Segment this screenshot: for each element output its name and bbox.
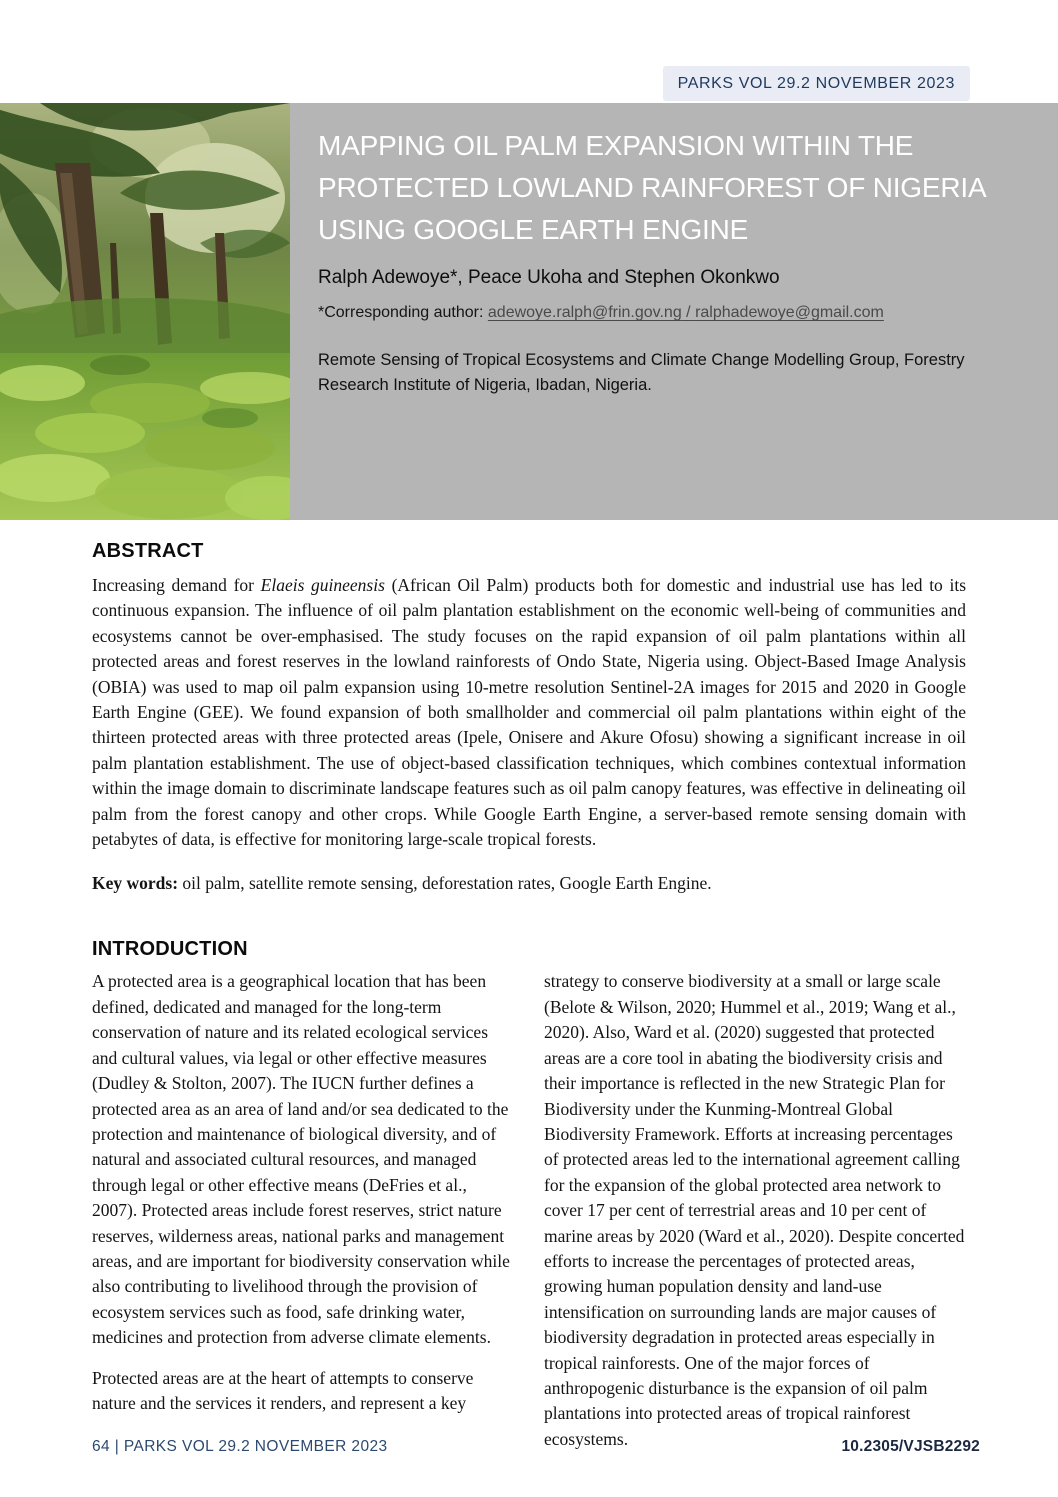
email-link-secondary[interactable]: ralphadewoye@gmail.com <box>695 304 884 321</box>
email-separator: / <box>681 304 696 321</box>
footer-page-volume: 64 | PARKS VOL 29.2 NOVEMBER 2023 <box>92 1438 388 1455</box>
species-name-italic: Elaeis guineensis <box>260 575 385 595</box>
left-column <box>92 969 514 1467</box>
footer-doi: 10.2305/VJSB2292 <box>841 1438 980 1455</box>
abstract-heading: ABSTRACT <box>92 540 204 562</box>
abstract-paragraph <box>92 573 966 852</box>
left-column-paragraph-1: A protected area is a geographical location that has been defined, dedicated and managed for the long-term conservation of nature and its related ecological services and cultural values, via legal or other effective measures (Dudley & Stolton, 2007). The IUCN further defines a protected area as an area of land and/or sea dedicated to the protection and maintenance of biological diversity, and of natural and associated cultural resources, and managed through legal or other effective means (DeFries et al., 2007). Protected areas include forest reserves, strict nature reserves, wilderness areas, national parks and management areas, and are important for biodiversity conservation while also contributing to livelihood through the provision of ecosystem services such as food, safe drinking water, medicines and protection from adverse climate elements. <box>92 971 510 1348</box>
corresponding-author-line <box>318 304 998 322</box>
abstract-text-rest: (African Oil Palm) products both for domestic and industrial use has led to its continuous expansion. The influence of oil palm plantation establishment on the economic well-being of communities and ecosystems cannot be over-emphasised. The study focuses on the rapid expansion of oil palm plantations within all protected areas and forest reserves in the lowland rainforests of Ondo State, Nigeria using. Object-Based Image Analysis (OBIA) was used to map oil palm expansion using 10-metre resolution Sentinel-2A images for 2015 and 2020 in Google Earth Engine (GEE). We found expansion of both smallholder and commercial oil palm plantations within eight of the thirteen protected areas with three protected areas (Ipele, Onisere and Akure Ofosu) showing a significant increase in oil palm plantation establishment. The use of object-based classification techniques, which combines contextual information within the image domain to discriminate landscape features such as oil palm canopy features, was effective in delineating oil palm from the forest canopy and other crops. While Google Earth Engine, a server-based remote sensing domain with petabytes of data, is effective for monitoring large-scale tropical forests. <box>92 575 966 850</box>
header-band <box>0 103 1058 520</box>
right-column <box>544 969 966 1467</box>
oil-palm-photo-graphic <box>0 103 290 520</box>
introduction-heading: INTRODUCTION <box>92 938 248 961</box>
authors-line: Ralph Adewoye*, Peace Ukoha and Stephen Okonkwo <box>318 267 780 288</box>
paper-title: MAPPING OIL PALM EXPANSION WITHIN THE PROTECTED LOWLAND RAINFOREST OF NIGERIA USING GOOGLE EARTH ENGINE <box>318 130 985 245</box>
corresponding-label: *Corresponding author: <box>318 304 488 321</box>
two-column-text <box>92 969 966 1467</box>
page-footer <box>92 1438 980 1456</box>
title-panel <box>290 103 1058 520</box>
affiliation: Remote Sensing of Tropical Ecosystems and Climate Change Modelling Group, Forestry Research Institute of Nigeria, Ibadan, Nigeria. <box>318 351 965 394</box>
main-content <box>92 540 966 1467</box>
oil-palm-photo <box>0 103 290 520</box>
abstract-text-start: Increasing demand for <box>92 575 261 595</box>
keywords-label: Key words: <box>92 873 179 894</box>
left-column-paragraph-2: Protected areas are at the heart of attempts to conserve nature and the services it renders, and represent a key <box>92 1367 474 1413</box>
right-column-paragraph-1: strategy to conserve biodiversity at a small or large scale (Belote & Wilson, 2020; Hummel et al., 2019; Wang et al., 2020). Also, Ward et al. (2020) suggested that protected areas are a core tool in abating the biodiversity crisis and their importance is reflected in the new Strategic Plan for Biodiversity under the Kunming-Montreal Global Biodiversity Framework. Efforts at increasing percentages of protected areas led to the international agreement calling for the expansion of the global protected area network to cover 17 per cent of terrestrial areas and 10 per cent of marine areas by 2020 (Ward et al., 2020). Despite concerted efforts to increase the percentages of protected areas, growing human population density and land-use intensification on surrounding lands are major causes of biodiversity degradation in protected areas especially in tropical rainforests. One of the major forces of anthropogenic disturbance is the expansion of oil palm plantations into protected areas of tropical rainforest ecosystems. <box>544 971 965 1449</box>
keywords-line <box>92 871 966 896</box>
email-link-primary[interactable]: adewoye.ralph@frin.gov.ng <box>487 304 682 321</box>
volume-badge: PARKS VOL 29.2 NOVEMBER 2023 <box>663 66 970 101</box>
keywords-text: oil palm, satellite remote sensing, deforestation rates, Google Earth Engine. <box>178 873 712 894</box>
